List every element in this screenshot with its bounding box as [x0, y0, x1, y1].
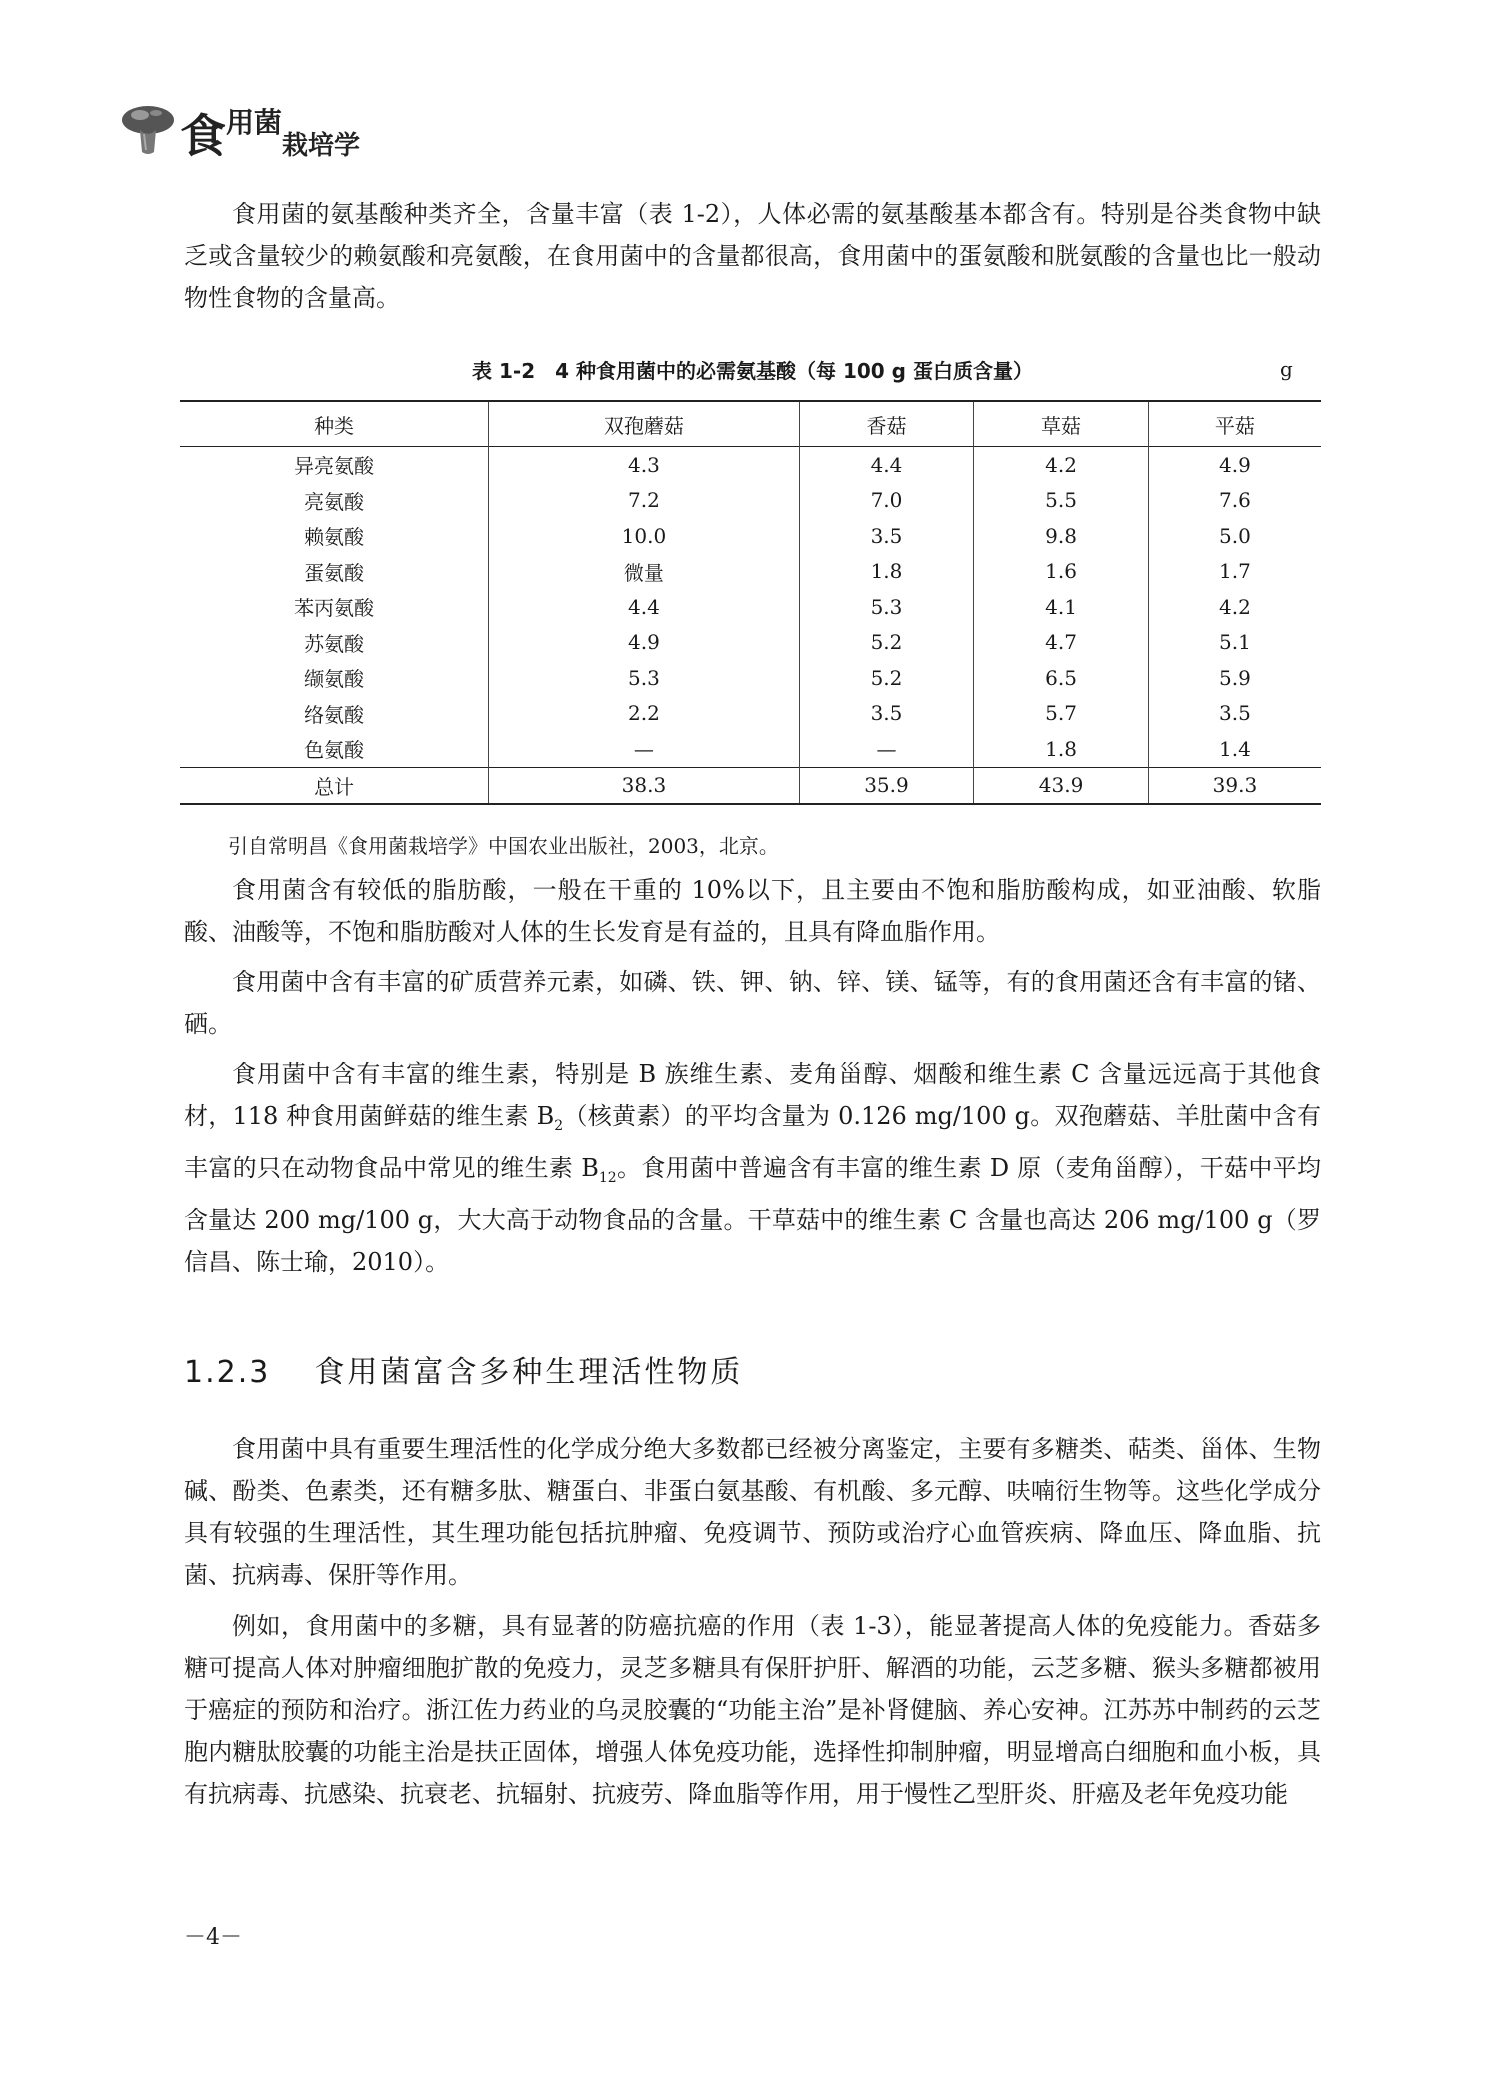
table-cell: 2.2: [489, 696, 800, 732]
row-label: 亮氨酸: [304, 489, 365, 514]
table-cell: 微量: [489, 554, 800, 590]
table-cell: 1.8: [974, 731, 1149, 767]
header-cell: 香菇: [799, 401, 974, 447]
table-cell: 1.4: [1148, 731, 1321, 767]
table-cell: 4.9: [489, 625, 800, 661]
section-title: 食用菌富含多种生理活性物质: [314, 1355, 744, 1390]
vitamin-b2-subscript: 2: [554, 1117, 564, 1134]
table-cell: 5.1: [1148, 625, 1321, 661]
table-cell: 5.9: [1148, 660, 1321, 696]
running-header: [118, 92, 458, 162]
header-title-part3: 栽培学: [282, 131, 361, 161]
table-source-note: 引自常明昌《食用菌栽培学》中国农业出版社，2003，北京。: [228, 834, 779, 858]
table-cell: —: [489, 731, 800, 767]
table-cell: 3.5: [799, 696, 974, 732]
table-cell: 5.0: [1148, 518, 1321, 554]
table-cell: 7.6: [1148, 483, 1321, 519]
table-cell: 5.5: [974, 483, 1149, 519]
vitamins-text-a: 食用菌中含有丰富的维生素，特别是 B 族维生素、麦角甾醇、烟酸和维生素 C 含量远远高于其他食材，118 种食用菌鲜菇的维生素 B: [184, 1060, 1321, 1130]
table-row: [180, 447, 1321, 483]
table-cell: 5.3: [799, 589, 974, 625]
table-row: [180, 731, 1321, 767]
table-row: [180, 483, 1321, 519]
table-row: [180, 518, 1321, 554]
row-label: 苏氨酸: [304, 631, 365, 656]
table-cell: 43.9: [974, 767, 1149, 804]
header-title: [180, 100, 360, 166]
table-cell: 4.4: [799, 447, 974, 483]
table-row: [180, 554, 1321, 590]
table-cell: 39.3: [1148, 767, 1321, 804]
table-cell: 5.2: [799, 660, 974, 696]
table-cell: 1.6: [974, 554, 1149, 590]
table-cell: 38.3: [489, 767, 800, 804]
header-title-part2: 用菌: [226, 106, 283, 139]
table-cell: 4.4: [489, 589, 800, 625]
row-label: 赖氨酸: [304, 525, 365, 550]
header-title-part1: 食: [180, 109, 226, 163]
table-cell: 1.8: [799, 554, 974, 590]
table-cell: 5.7: [974, 696, 1149, 732]
row-label: 苯丙氨酸: [294, 596, 375, 621]
table-cell: —: [799, 731, 974, 767]
table-cell: 7.0: [799, 483, 974, 519]
header-cell: 双孢蘑菇: [489, 401, 800, 447]
mushroom-logo-icon: [118, 98, 178, 158]
table-cell: 4.2: [974, 447, 1149, 483]
row-label: 异亮氨酸: [294, 454, 375, 479]
table-cell: 4.1: [974, 589, 1149, 625]
table-cell: 6.5: [974, 660, 1149, 696]
header-cell: 种类: [314, 413, 355, 438]
header-cell: 草菇: [974, 401, 1149, 447]
paragraph-vitamins: [184, 1053, 1321, 1283]
table-cell: 3.5: [799, 518, 974, 554]
table-row: [180, 589, 1321, 625]
header-cell: 平菇: [1148, 401, 1321, 447]
table-cell: 9.8: [974, 518, 1149, 554]
vitamins-text-c: 。食用菌中普遍含有丰富的维生素 D 原（麦角甾醇），干菇中平均含量达 200 mg/100 g，大大高于动物食品的含量。干草菇中的维生素 C 含量也高达 206 mg/100 g（罗信昌、陈士瑜，2010）。: [184, 1153, 1322, 1276]
table-cell: 10.0: [489, 518, 800, 554]
paragraph-minerals: 食用菌中含有丰富的矿质营养元素，如磷、铁、钾、钠、锌、镁、锰等，有的食用菌还含有丰富的锗、硒。: [184, 968, 1321, 1038]
paragraph-amino-acids: 食用菌的氨基酸种类齐全，含量丰富（表 1-2），人体必需的氨基酸基本都含有。特别是谷类食物中缺乏或含量较少的赖氨酸和亮氨酸，在食用菌中的含量都很高，食用菌中的蛋氨酸和胱氨酸的含量也比一般动物性食物的含量高。: [184, 200, 1321, 312]
table-cell: 4.3: [489, 447, 800, 483]
table-cell: 1.7: [1148, 554, 1321, 590]
table-cell: 35.9: [799, 767, 974, 804]
table-cell: 4.9: [1148, 447, 1321, 483]
table-title: 表 1-2 4 种食用菌中的必需氨基酸（每 100 g 蛋白质含量）: [472, 359, 1033, 383]
table-total-row: [180, 767, 1321, 804]
amino-acid-table: [180, 400, 1321, 805]
paragraph-polysaccharides: 例如，食用菌中的多糖，具有显著的防癌抗癌的作用（表 1-3），能显著提高人体的免疫能力。香菇多糖可提高人体对肿瘤细胞扩散的免疫力，灵芝多糖具有保肝护肝、解酒的功能，云芝多糖、猴头多糖都被用于癌症的预防和治疗。浙江佐力药业的乌灵胶囊的“功能主治”是补肾健脑、养心安神。江苏苏中制药的云芝胞内糖肽胶囊的功能主治是扶正固体，增强人体免疫功能，选择性抑制肿瘤，明显增高白细胞和血小板，具有抗病毒、抗感染、抗衰老、抗辐射、抗疲劳、降血脂等作用，用于慢性乙型肝炎、肝癌及老年免疫功能: [184, 1612, 1321, 1808]
table-unit: g: [1280, 357, 1293, 381]
page-number: －4－: [184, 1925, 242, 1950]
row-label: 络氨酸: [304, 702, 365, 727]
vitamins-text-b: （核黄素）的平均含量为 0.126 mg/100 g。双孢蘑菇、羊肚菌中含有丰富的只在动物食品中常见的维生素 B: [184, 1102, 1322, 1182]
paragraph-fatty-acids: 食用菌含有较低的脂肪酸，一般在干重的 10%以下，且主要由不饱和脂肪酸构成，如亚油酸、软脂酸、油酸等，不饱和脂肪酸对人体的生长发育是有益的，且具有降血脂作用。: [184, 876, 1321, 946]
table-row: [180, 625, 1321, 661]
paragraph-bioactive: 食用菌中具有重要生理活性的化学成分绝大多数都已经被分离鉴定，主要有多糖类、萜类、甾体、生物碱、酚类、色素类，还有糖多肽、糖蛋白、非蛋白氨基酸、有机酸、多元醇、呋喃衍生物等。这些化学成分具有较强的生理活性，其生理功能包括抗肿瘤、免疫调节、预防或治疗心血管疾病、降血压、降血脂、抗菌、抗病毒、保肝等作用。: [184, 1435, 1321, 1589]
row-label: 总计: [314, 774, 355, 799]
table-cell: 5.3: [489, 660, 800, 696]
vitamin-b12-subscript: 12: [598, 1169, 617, 1186]
row-label: 缬氨酸: [304, 667, 365, 692]
table-row: [180, 660, 1321, 696]
table-cell: 3.5: [1148, 696, 1321, 732]
table-header-row: [180, 401, 1321, 447]
table-cell: 5.2: [799, 625, 974, 661]
table-cell: 4.2: [1148, 589, 1321, 625]
section-heading: [184, 1347, 743, 1391]
row-label: 蛋氨酸: [304, 560, 365, 585]
table-cell: 7.2: [489, 483, 800, 519]
row-label: 色氨酸: [304, 738, 365, 763]
table-row: [180, 696, 1321, 732]
section-number: 1.2.3: [184, 1355, 271, 1390]
table-cell: 4.7: [974, 625, 1149, 661]
